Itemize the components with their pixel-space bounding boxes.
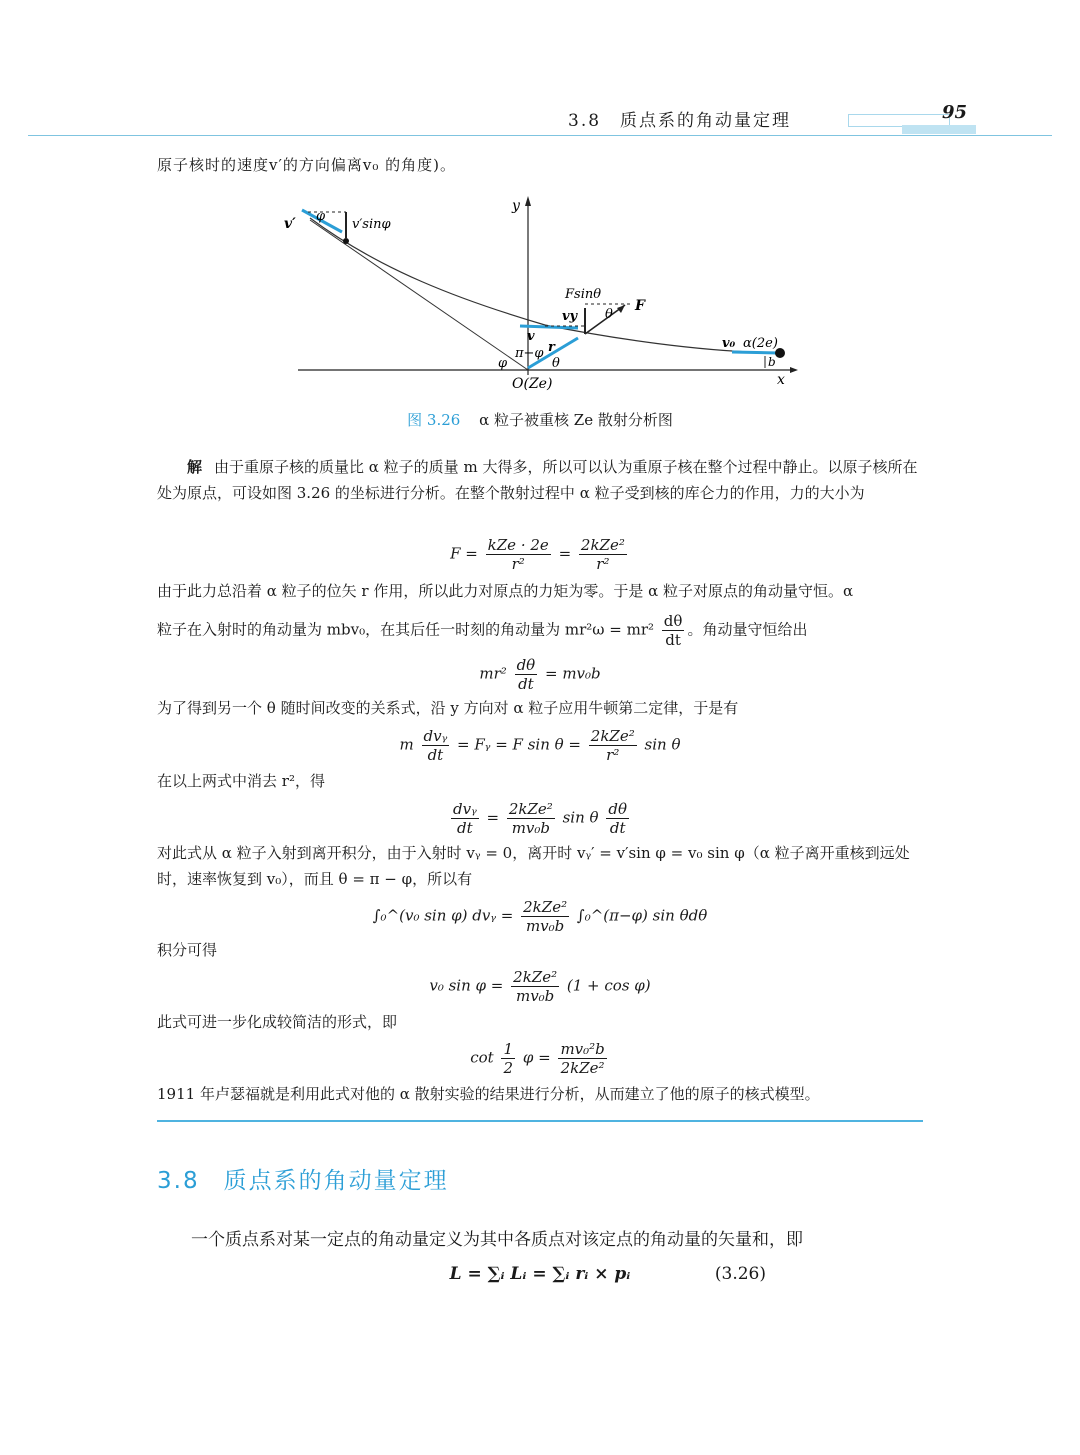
phi-bottom-label: φ	[498, 356, 508, 371]
section-rule	[157, 1120, 923, 1122]
solution-paragraph-5: 对此式从 α 粒子入射到离开积分，由于入射时 vᵧ = 0，离开时 vᵧ′ = v′sin φ = v₀ sin φ（α 粒子离开重核到远处时，速率恢复到 v₀），而且 θ = π − φ，所以有	[157, 844, 910, 888]
solution-paragraph-1: 解 由于重原子核的质量比 α 粒子的质量 m 大得多，所以可以认为重原子核在整个过程中静止。以原子核所在处为原点，可设如图 3.26 的坐标进行分析。在整个散射过程中 α 粒子受到核的库仑力的作用，力的大小为	[157, 458, 918, 502]
figure-caption	[0, 409, 1080, 430]
running-header-title: 3.8 质点系的角动量定理	[568, 111, 792, 131]
x-label: x	[777, 372, 785, 388]
section-title: 质点系的角动量定理	[223, 1168, 449, 1194]
theta-bottom-label: θ	[552, 356, 560, 371]
header-decoration-fill	[902, 125, 976, 134]
section-paragraph-1: 一个质点系对某一定点的角动量定义为其中各质点对该定点的角动量的矢量和，即	[191, 1230, 803, 1250]
equation-3-26: L = ∑ᵢ Lᵢ = ∑ᵢ rᵢ × pᵢ (3.26)	[449, 1264, 766, 1284]
trajectory-curve	[310, 218, 780, 353]
intro-line: 原子核时的速度v′的方向偏离v₀ 的角度)。	[157, 156, 456, 174]
v-prime-label: v′	[284, 216, 296, 232]
origin-label: O(Ze)	[512, 376, 553, 392]
equation-number: (3.26)	[714, 1264, 766, 1284]
phi-top-label: φ	[316, 209, 326, 224]
solution-label: 解	[187, 458, 203, 476]
solution-paragraph-2b: 粒子在入射时的角动量为 mbv₀，在其后任一时刻的角动量为 mr²ω = mr² $\frac{d\theta}{dt}$ 。角动量守恒给出	[157, 612, 808, 649]
equation-eliminated: $\frac{\text{dvᵧ}}{dt}$ = $\frac{\text{2kZe²}}{\text{mv₀b}}$ sin θ $\frac{d\theta}{dt}$	[453, 800, 627, 837]
solution-paragraph-3: 为了得到另一个 θ 随时间改变的关系式，沿 y 方向对 α 粒子应用牛顿第二定律，于是有	[157, 699, 739, 717]
section-number: 3.8	[157, 1168, 200, 1194]
b-label: b	[768, 355, 776, 369]
F-sin-label: Fsinθ	[565, 287, 602, 302]
v-prime-sin-label: v′sinφ	[352, 217, 391, 232]
F-label: F	[635, 298, 645, 314]
solution-paragraph-7: 此式可进一步化成较简洁的形式，即	[157, 1013, 398, 1031]
equation-force: F = $\frac{\text{kZe · 2e}}{\text{r²}}$ = $\frac{\text{2kZe²}}{\text{r²}}$	[450, 536, 625, 573]
section-heading	[157, 1162, 449, 1195]
figure-caption-text: α 粒子被重核 Ze 散射分析图	[479, 411, 673, 429]
figure-number: 图 3.26	[407, 411, 461, 429]
v-label: v	[527, 329, 535, 344]
header-rule	[28, 135, 1052, 136]
asymptote-line	[310, 220, 528, 370]
alpha-label: α(2e)	[743, 336, 778, 351]
page-number: 95	[942, 102, 968, 123]
equation-cot: cot $\frac{1}{2}$ φ = $\frac{\text{mv₀²b}}{\text{2kZe²}}$	[470, 1040, 605, 1077]
theta-F-label: θ	[605, 307, 613, 322]
vy-label: vy	[562, 309, 578, 324]
y-label: y	[512, 198, 520, 214]
equation-integrated: v₀ sin φ = $\frac{\text{2kZe²}}{\text{mv₀b}}$ (1 + cos φ)	[429, 968, 651, 1005]
pi-minus-phi-label: π−φ	[515, 346, 544, 361]
solution-paragraph-4: 在以上两式中消去 r²，得	[157, 772, 325, 790]
equation-angular-momentum: mr² $\frac{d\theta}{dt}$ = mv₀b	[479, 656, 601, 693]
equation-integral: ∫₀^(v₀ sin φ) dvᵧ = $\frac{\text{2kZe²}}{\text{mv₀b}}$ ∫₀^(π−φ) sin θdθ	[372, 898, 708, 935]
scattering-diagram	[280, 190, 800, 395]
equation-newton: m $\frac{\text{dvᵧ}}{dt}$ = Fᵧ = F sin θ = $\frac{\text{2kZe²}}{\text{r²}}$ sin θ	[399, 727, 681, 764]
r-label: r	[548, 340, 555, 355]
v0-arrow	[732, 352, 778, 353]
solution-paragraph-2a: 由于此力总沿着 α 粒子的位矢 r 作用，所以此力对原点的力矩为零。于是 α 粒子对原点的角动量守恒。α	[157, 582, 854, 600]
v0-label: v₀	[722, 336, 736, 351]
solution-paragraph-8: 1911 年卢瑟福就是利用此式对他的 α 散射实验的结果进行分析，从而建立了他的原子的核式模型。	[157, 1085, 820, 1103]
solution-paragraph-6: 积分可得	[157, 941, 218, 959]
